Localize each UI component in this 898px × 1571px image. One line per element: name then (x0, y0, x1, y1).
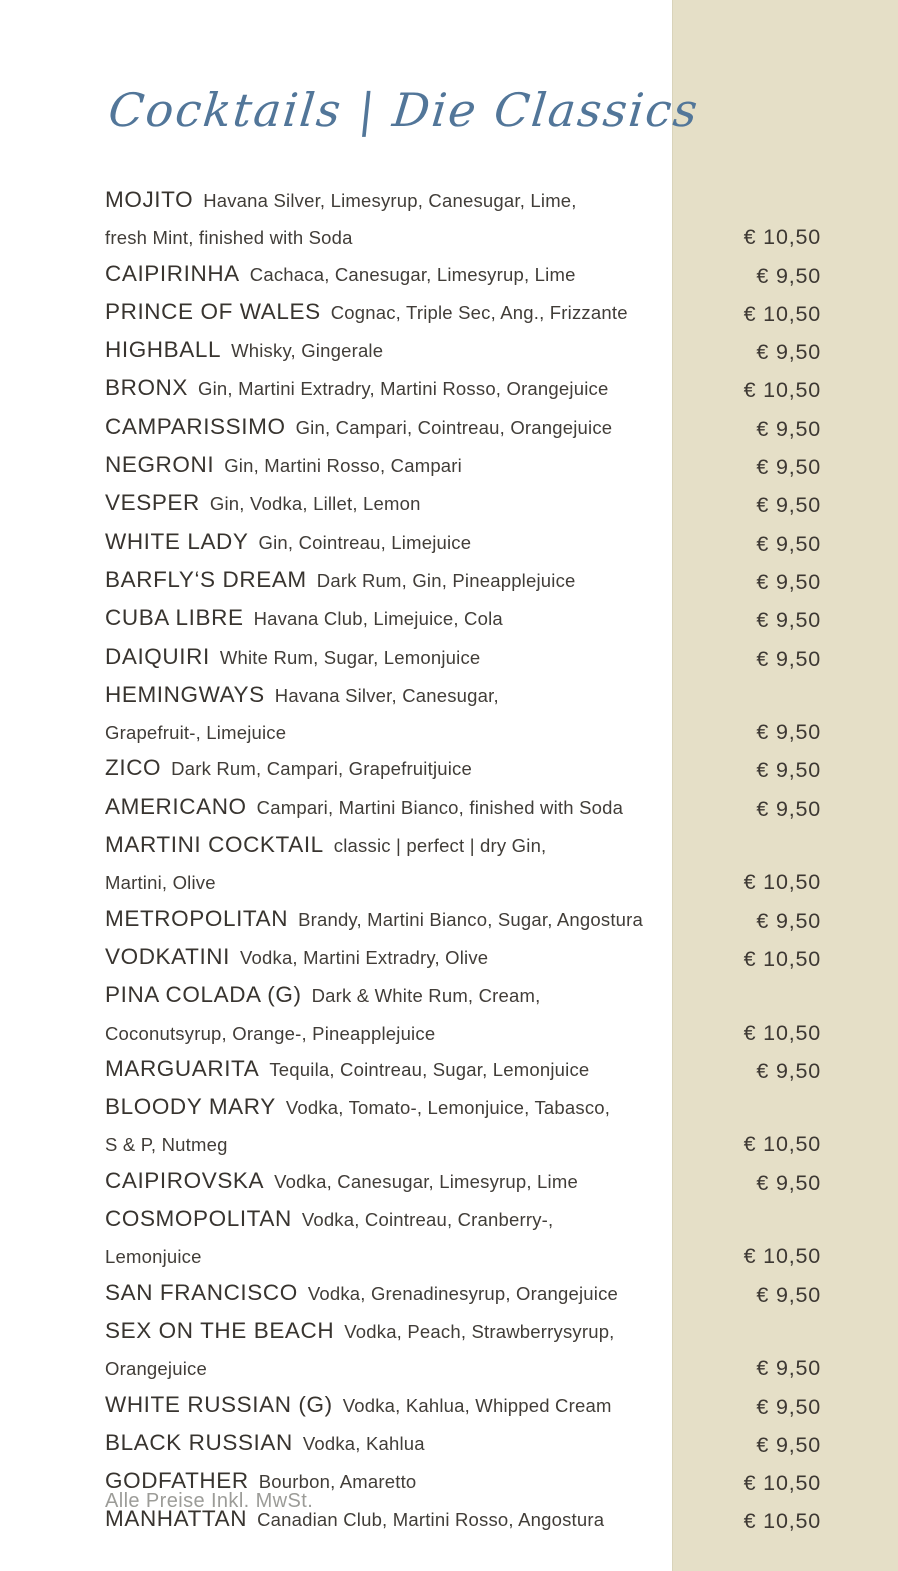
item-name: COSMOPOLITAN (105, 1206, 292, 1232)
item-name: WHITE LADY (105, 528, 249, 554)
item-name: DAIQUIRI (105, 643, 210, 669)
item-price: € 10,50 (743, 1244, 821, 1269)
menu-item-row (105, 524, 821, 562)
item-text (105, 977, 540, 1051)
item-text (105, 409, 612, 447)
item-description: Havana Silver, Limesyrup, Canesugar, Lime, (203, 190, 577, 211)
item-price: € 9,50 (756, 608, 821, 633)
menu-item-row (105, 447, 821, 485)
item-price: € 9,50 (756, 1394, 821, 1419)
menu-item-row (105, 750, 821, 788)
item-name: CAIPIROVSKA (105, 1167, 265, 1193)
item-text (105, 294, 628, 332)
menu-item-row (105, 182, 821, 256)
item-line-1 (105, 1425, 425, 1463)
menu-item-row (105, 1051, 821, 1089)
item-description: Gin, Martini Extradry, Martini Rosso, Orangejuice (198, 378, 609, 400)
item-line-1 (105, 901, 643, 939)
item-text (105, 524, 471, 562)
item-line-1 (105, 256, 576, 294)
item-price: € 10,50 (743, 225, 821, 250)
menu-item-row (105, 1163, 821, 1201)
menu-item-row (105, 485, 821, 523)
menu-item-row (105, 562, 821, 600)
item-text (105, 1051, 589, 1089)
item-line-1 (105, 1313, 615, 1351)
item-line-1 (105, 1163, 578, 1201)
item-name: VESPER (105, 490, 200, 516)
item-description-continued: fresh Mint, finished with Soda (105, 227, 353, 249)
item-line-1 (105, 524, 471, 562)
item-line-1 (105, 294, 628, 332)
item-name: HEMINGWAYS (105, 681, 265, 707)
item-line-1 (105, 939, 488, 977)
item-text (105, 1313, 615, 1387)
item-name: HIGHBALL (105, 337, 222, 363)
item-price: € 10,50 (743, 1471, 821, 1496)
item-description: Gin, Martini Rosso, Campari (224, 455, 462, 477)
menu-content (105, 0, 821, 1540)
item-name: MANHATTAN (105, 1506, 248, 1532)
item-text (105, 1089, 610, 1163)
item-name: BLOODY MARY (105, 1094, 276, 1120)
item-name: AMERICANO (105, 793, 247, 819)
item-text (105, 789, 623, 827)
item-description: Vodka, Canesugar, Limesyrup, Lime (274, 1170, 578, 1192)
item-text (105, 562, 576, 600)
item-description: Vodka, Kahlua (302, 1432, 425, 1454)
menu-item-row (105, 639, 821, 677)
item-description: Bourbon, Amaretto (258, 1471, 417, 1493)
item-price: € 9,50 (756, 908, 821, 933)
item-line-1 (105, 1201, 553, 1239)
item-price: € 10,50 (743, 870, 821, 895)
menu-item-row (105, 677, 821, 751)
item-text (105, 639, 480, 677)
menu-item-row (105, 600, 821, 638)
item-price: € 10,50 (743, 1509, 821, 1534)
item-name: NEGRONI (105, 452, 215, 478)
item-description: Gin, Campari, Cointreau, Orangejuice (295, 416, 613, 438)
menu-item-row (105, 901, 821, 939)
menu-item-row (105, 939, 821, 977)
item-price: € 10,50 (743, 946, 821, 971)
item-text (105, 447, 462, 485)
item-name: BARFLY‘S DREAM (105, 566, 307, 592)
item-price: € 9,50 (756, 1058, 821, 1083)
item-description: Vodka, Martini Extradry, Olive (240, 946, 489, 968)
item-description: Havana Silver, Canesugar, (274, 684, 499, 706)
item-description: classic | perfect | dry Gin, (333, 835, 547, 857)
item-name: BLACK RUSSIAN (105, 1429, 293, 1455)
item-name: WHITE RUSSIAN (G) (105, 1391, 333, 1417)
menu-item-row (105, 1425, 821, 1463)
item-text (105, 901, 643, 939)
item-price: € 9,50 (756, 796, 821, 821)
item-description: Canadian Club, Martini Rosso, Angostura (257, 1509, 605, 1531)
item-price: € 9,50 (756, 1170, 821, 1195)
item-line-1 (105, 1089, 610, 1127)
item-description: Dark Rum, Campari, Grapefruitjuice (171, 758, 472, 780)
item-description: Campari, Martini Bianco, finished with Soda (256, 796, 624, 818)
item-name: BRONX (105, 375, 189, 401)
item-text (105, 256, 576, 294)
item-description: Vodka, Kahlua, Whipped Cream (342, 1394, 612, 1416)
item-price: € 9,50 (756, 340, 821, 365)
item-line-1 (105, 182, 577, 220)
menu-item-row (105, 409, 821, 447)
item-text (105, 1425, 425, 1463)
item-price: € 9,50 (756, 758, 821, 783)
item-line-1 (105, 447, 462, 485)
item-name: MARTINI COCKTAIL (105, 832, 324, 858)
item-line-1 (105, 332, 383, 370)
item-description: Gin, Cointreau, Limejuice (258, 531, 472, 553)
item-text (105, 1387, 612, 1425)
menu-item-row (105, 256, 821, 294)
item-description-continued: Coconutsyrup, Orange-, Pineapplejuice (105, 1022, 436, 1044)
item-name: ZICO (105, 755, 162, 781)
item-text (105, 1201, 553, 1275)
item-name: CAMPARISSIMO (105, 413, 286, 439)
item-description: Dark Rum, Gin, Pineapplejuice (316, 569, 576, 591)
item-description-continued: S & P, Nutmeg (105, 1134, 228, 1156)
page-title: Cocktails | Die Classics (105, 83, 702, 137)
menu-item-row (105, 977, 821, 1051)
item-price: € 9,50 (756, 531, 821, 556)
item-name: MOJITO (105, 187, 194, 212)
item-description: Tequila, Cointreau, Sugar, Lemonjuice (269, 1058, 590, 1080)
item-line-1 (105, 977, 540, 1015)
item-line-1 (105, 600, 503, 638)
item-name: MARGUARITA (105, 1055, 260, 1081)
item-text (105, 600, 503, 638)
item-text (105, 1163, 578, 1201)
item-line-1 (105, 750, 472, 788)
item-description-continued: Martini, Olive (105, 872, 216, 894)
menu-item-row (105, 332, 821, 370)
item-text (105, 750, 472, 788)
item-description-continued: Lemonjuice (105, 1246, 202, 1268)
item-description: Cognac, Triple Sec, Ang., Frizzante (330, 301, 628, 323)
menu-item-row (105, 827, 821, 901)
item-name: SEX ON THE BEACH (105, 1317, 335, 1343)
item-name: VODKATINI (105, 943, 230, 969)
item-line-1 (105, 485, 421, 523)
item-text (105, 370, 608, 408)
item-price: € 9,50 (756, 263, 821, 288)
item-line-1 (105, 827, 546, 865)
menu-item-row (105, 789, 821, 827)
item-price: € 9,50 (756, 1432, 821, 1457)
item-description: Dark & White Rum, Cream, (311, 985, 541, 1007)
item-description: Cachaca, Canesugar, Limesyrup, Lime (249, 263, 576, 285)
menu-item-row (105, 1201, 821, 1275)
item-name: SAN FRANCISCO (105, 1279, 298, 1305)
item-line-1 (105, 1051, 589, 1089)
item-text (105, 677, 499, 751)
item-line-1 (105, 562, 576, 600)
item-text (105, 182, 577, 256)
item-price: € 9,50 (756, 493, 821, 518)
item-line-1 (105, 677, 499, 715)
item-name: GODFATHER (105, 1468, 249, 1494)
footer-vat-note: Alle Preise Inkl. MwSt. (105, 1490, 314, 1512)
menu-item-row (105, 1089, 821, 1163)
item-name: CAIPIRINHA (105, 260, 240, 286)
item-name: CUBA LIBRE (105, 605, 244, 631)
item-price: € 10,50 (743, 301, 821, 326)
item-line-1 (105, 1275, 618, 1313)
item-description-continued: Orangejuice (105, 1358, 207, 1380)
item-name: PRINCE OF WALES (105, 298, 321, 324)
item-description: Vodka, Tomato-, Lemonjuice, Tabasco, (285, 1097, 611, 1119)
menu-item-row (105, 370, 821, 408)
item-line-1 (105, 639, 480, 677)
item-line-1 (105, 1387, 612, 1425)
item-description: White Rum, Sugar, Lemonjuice (219, 646, 481, 668)
item-text (105, 827, 546, 901)
item-description: Brandy, Martini Bianco, Sugar, Angostura (298, 908, 644, 930)
item-description: Vodka, Cointreau, Cranberry-, (301, 1209, 554, 1231)
item-text (105, 332, 383, 370)
item-description: Gin, Vodka, Lillet, Lemon (209, 493, 421, 515)
item-price: € 10,50 (743, 378, 821, 403)
item-price: € 9,50 (756, 569, 821, 594)
item-price: € 9,50 (756, 1282, 821, 1307)
item-line-1 (105, 409, 612, 447)
item-line-1 (105, 789, 623, 827)
item-price: € 9,50 (756, 455, 821, 480)
item-price: € 9,50 (756, 1356, 821, 1381)
item-text (105, 1275, 618, 1313)
item-text (105, 485, 421, 523)
item-description: Whisky, Gingerale (231, 340, 384, 362)
menu-item-row (105, 1313, 821, 1387)
item-line-1 (105, 370, 608, 408)
item-name: METROPOLITAN (105, 905, 289, 931)
menu-list (105, 182, 821, 1540)
menu-item-row (105, 1387, 821, 1425)
item-price: € 10,50 (743, 1020, 821, 1045)
item-description: Vodka, Peach, Strawberrysyrup, (344, 1320, 615, 1342)
item-price: € 9,50 (756, 720, 821, 745)
menu-item-row (105, 1275, 821, 1313)
item-description: Havana Club, Limejuice, Cola (253, 608, 503, 630)
item-text (105, 939, 488, 977)
menu-item-row (105, 294, 821, 332)
item-name: PINA COLADA (G) (105, 982, 302, 1008)
item-price: € 9,50 (756, 416, 821, 441)
item-price: € 10,50 (743, 1132, 821, 1157)
item-description-continued: Grapefruit-, Limejuice (105, 722, 287, 744)
item-description: Vodka, Grenadinesyrup, Orangejuice (307, 1282, 619, 1304)
item-price: € 9,50 (756, 646, 821, 671)
